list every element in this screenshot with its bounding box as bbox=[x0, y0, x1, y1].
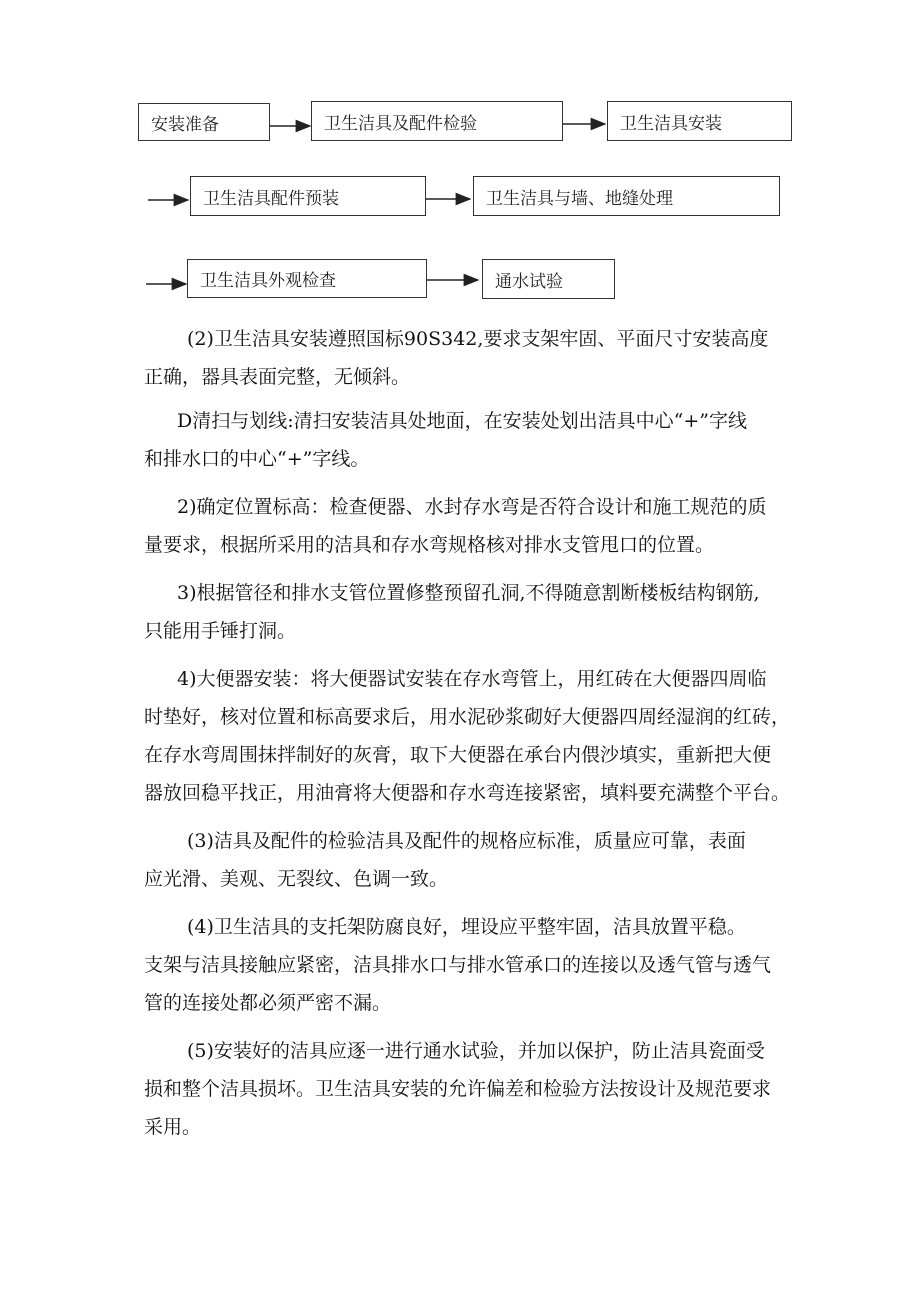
text-line: 管的连接处都必须严密不漏。 bbox=[144, 992, 392, 1014]
text-line: (5)安装好的洁具应逐一进行通水试验，并加以保护，防止洁具瓷面受 bbox=[187, 1040, 765, 1062]
text-line: 采用。 bbox=[144, 1116, 202, 1138]
text-line: 时垫好，核对位置和标高要求后，用水泥砂浆砌好大便器四周经湿润的红砖， bbox=[144, 706, 791, 728]
flow-step-water-test: 通水试验 bbox=[482, 259, 615, 299]
text-line: 器放回稳平找正，用油膏将大便器和存水弯连接紧密，填料要充满整个平台。 bbox=[144, 782, 791, 804]
flow-step-preassemble-fittings: 卫生洁具配件预装 bbox=[190, 176, 426, 216]
text-line: 2)确定位置标高：检查便器、水封存水弯是否符合设计和施工规范的质 bbox=[177, 496, 767, 518]
text-line: 只能用手锤打洞。 bbox=[144, 620, 297, 642]
text-line: 支架与洁具接触应紧密，洁具排水口与排水管承口的连接以及透气管与透气 bbox=[144, 954, 772, 976]
flow-step-inspect-fixtures: 卫生洁具及配件检验 bbox=[311, 101, 563, 141]
text-line: (3)洁具及配件的检验洁具及配件的规格应标准，质量应可靠，表面 bbox=[187, 830, 746, 852]
text-line: 在存水弯周围抹拌制好的灰膏，取下大便器在承台内偎沙填实，重新把大便 bbox=[144, 744, 772, 766]
text-line: 和排水口的中心“+”字线。 bbox=[144, 448, 370, 470]
flow-step-visual-check: 卫生洁具外观检查 bbox=[187, 259, 427, 298]
text-line: (2)卫生洁具安装遵照国标90S342,要求支架牢固、平面尺寸安装高度 bbox=[187, 328, 769, 350]
text-line: 量要求，根据所采用的洁具和存水弯规格核对排水支管甩口的位置。 bbox=[144, 534, 715, 556]
flow-step-install-fixtures: 卫生洁具安装 bbox=[607, 101, 792, 141]
text-line: 正确，器具表面完整，无倾斜。 bbox=[144, 366, 411, 388]
text-line: 4)大便器安装：将大便器试安装在存水弯管上，用红砖在大便器四周临 bbox=[177, 668, 767, 690]
text-line: D清扫与划线:清扫安装洁具处地面，在安装处划出洁具中心“+”字线 bbox=[177, 410, 747, 432]
text-line: 损和整个洁具损坏。卫生洁具安装的允许偏差和检验方法按设计及规范要求 bbox=[144, 1078, 772, 1100]
flow-step-seal-gaps: 卫生洁具与墙、地缝处理 bbox=[473, 176, 780, 216]
text-line: (4)卫生洁具的支托架防腐良好，埋设应平整牢固，洁具放置平稳。 bbox=[187, 916, 746, 938]
text-line: 3)根据管径和排水支管位置修整预留孔洞,不得随意割断楼板结构钢筋, bbox=[177, 582, 760, 604]
text-line: 应光滑、美观、无裂纹、色调一致。 bbox=[144, 868, 449, 890]
process-flowchart bbox=[0, 0, 920, 320]
flow-arrows bbox=[0, 0, 920, 320]
flow-step-prepare: 安装准备 bbox=[138, 103, 270, 141]
